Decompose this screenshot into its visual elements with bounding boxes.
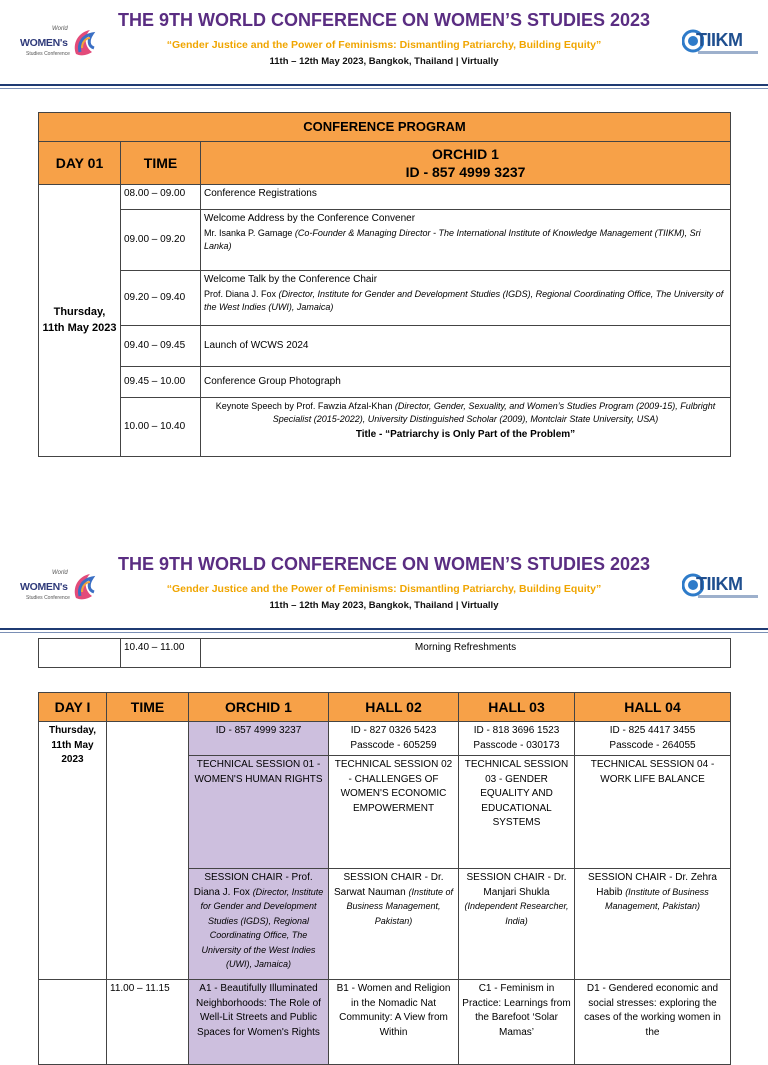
refreshments-table <box>38 638 731 668</box>
time-cell: 09.40 – 09.45 <box>121 326 201 367</box>
program-item: Conference Registrations <box>201 185 731 210</box>
session-title: TECHNICAL SESSION 01 - WOMEN'S HUMAN RIGHTS <box>189 756 329 869</box>
header-rule <box>0 628 768 630</box>
session-chair: SESSION CHAIR - Dr. Manjari Shukla (Independent Researcher, India) <box>459 869 575 980</box>
hall-id: ID - 825 4417 3455 Passcode - 264055 <box>575 722 731 756</box>
conference-dates: 11th – 12th May 2023, Bangkok, Thailand | Virtually <box>269 56 499 67</box>
refreshments-item: Morning Refreshments <box>201 639 731 668</box>
header-rule <box>0 84 768 86</box>
conference-dates: 11th – 12th May 2023, Bangkok, Thailand | Virtually <box>269 600 499 611</box>
time-cell: 10.00 – 10.40 <box>121 398 201 457</box>
program-item: Keynote Speech by Prof. Fawzia Afzal-Khan (Director, Gender, Sexuality, and Women’s Studies Program (2009-15), Fulbright Specialist (2015-2022), University Distinguished Scholar (2009), Montclair State University, USA) Title - “Patriarchy is Only Part of the Problem” <box>201 398 731 457</box>
time-cell: 08.00 – 09.00 <box>121 185 201 210</box>
hall-id: ID - 827 0326 5423 Passcode - 605259 <box>329 722 459 756</box>
womens-studies-logo: World WOMEN's Studies Conference <box>18 568 98 608</box>
col-time: TIME <box>107 693 189 722</box>
session-chair: SESSION CHAIR - Dr. Zehra Habib (Institute of Business Management, Pakistan) <box>575 869 731 980</box>
time-cell: 11.00 – 11.15 <box>107 980 189 1065</box>
hall-id: ID - 857 4999 3237 <box>189 722 329 756</box>
paper-title: D1 - Gendered economic and social stresses: exploring the cases of the working women in the <box>575 980 731 1065</box>
program-item: Welcome Talk by the Conference Chair Prof. Diana J. Fox (Director, Institute for Gender and Development Studies (IGDS), Regional Coordinating Office, The University of the West Indies (UWI), Jamaica) <box>201 271 731 326</box>
time-cell: 09.00 – 09.20 <box>121 210 201 271</box>
program-item: Launch of WCWS 2024 <box>201 326 731 367</box>
conference-title: THE 9TH WORLD CONFERENCE ON WOMEN’S STUDIES 2023 <box>117 554 651 574</box>
time-cell: 10.40 – 11.00 <box>121 639 201 668</box>
day-label: Thursday, 11th May 2023 <box>39 722 107 980</box>
conference-theme: “Gender Justice and the Power of Feminisms: Dismantling Patriarchy, Building Equity” <box>166 39 602 51</box>
time-cell: 09.45 – 10.00 <box>121 367 201 398</box>
paper-title: B1 - Women and Religion in the Nomadic Nat Community: A View from Within <box>329 980 459 1065</box>
program-item: Welcome Address by the Conference Convener Mr. Isanka P. Gamage (Co-Founder & Managing Director - The International Institute of Knowledge Management (TIIKM), Sri Lanka) <box>201 210 731 271</box>
tiikm-logo: TIIKM <box>682 24 762 64</box>
paper-title: C1 - Feminism in Practice: Learnings from the Barefoot ‘Solar Mamas’ <box>459 980 575 1065</box>
header-rule-thin <box>0 632 768 633</box>
womens-studies-logo: World WOMEN's Studies Conference <box>18 24 98 64</box>
session-title: TECHNICAL SESSION 04 - WORK LIFE BALANCE <box>575 756 731 869</box>
header-rule-thin <box>0 88 768 89</box>
page-header-2 <box>0 544 768 630</box>
col-day: DAY 01 <box>39 142 121 185</box>
hall-id: ID - 818 3696 1523 Passcode - 030173 <box>459 722 575 756</box>
conference-theme: “Gender Justice and the Power of Feminisms: Dismantling Patriarchy, Building Equity” <box>166 583 602 595</box>
conference-title: THE 9TH WORLD CONFERENCE ON WOMEN’S STUDIES 2023 <box>117 10 651 30</box>
session-title: TECHNICAL SESSION 02 - CHALLENGES OF WOMEN'S ECONOMIC EMPOWERMENT <box>329 756 459 869</box>
page-header-1 <box>0 0 768 86</box>
program-item: Conference Group Photograph <box>201 367 731 398</box>
hall-header-hall02: HALL 02 <box>329 693 459 722</box>
paper-title: A1 - Beautifully Illuminated Neighborhoods: The Role of Well-Lit Streets and Public Spaces for Women's Rights <box>189 980 329 1065</box>
day-label: Thursday, 11th May 2023 <box>39 185 121 457</box>
time-cell: 09.20 – 09.40 <box>121 271 201 326</box>
col-day: DAY I <box>39 693 107 722</box>
session-title: TECHNICAL SESSION 03 - GENDER EQUALITY AND EDUCATIONAL SYSTEMS <box>459 756 575 869</box>
session-chair: SESSION CHAIR - Prof. Diana J. Fox (Director, Institute for Gender and Development Studies (IGDS), Regional Coordinating Office, The University of the West Indies (UWI), Jamaica) <box>189 869 329 980</box>
col-time: TIME <box>121 142 201 185</box>
hall-header-hall04: HALL 04 <box>575 693 731 722</box>
sessions-table <box>38 692 731 1065</box>
program-caption: CONFERENCE PROGRAM <box>39 113 731 142</box>
hall-header-orchid1: ORCHID 1 <box>189 693 329 722</box>
tiikm-logo: TIIKM <box>682 568 762 608</box>
program-table <box>38 112 731 457</box>
session-chair: SESSION CHAIR - Dr. Sarwat Nauman (Institute of Business Management, Pakistan) <box>329 869 459 980</box>
hall-header-hall03: HALL 03 <box>459 693 575 722</box>
hall-header: ORCHID 1 ID - 857 4999 3237 <box>201 142 731 185</box>
